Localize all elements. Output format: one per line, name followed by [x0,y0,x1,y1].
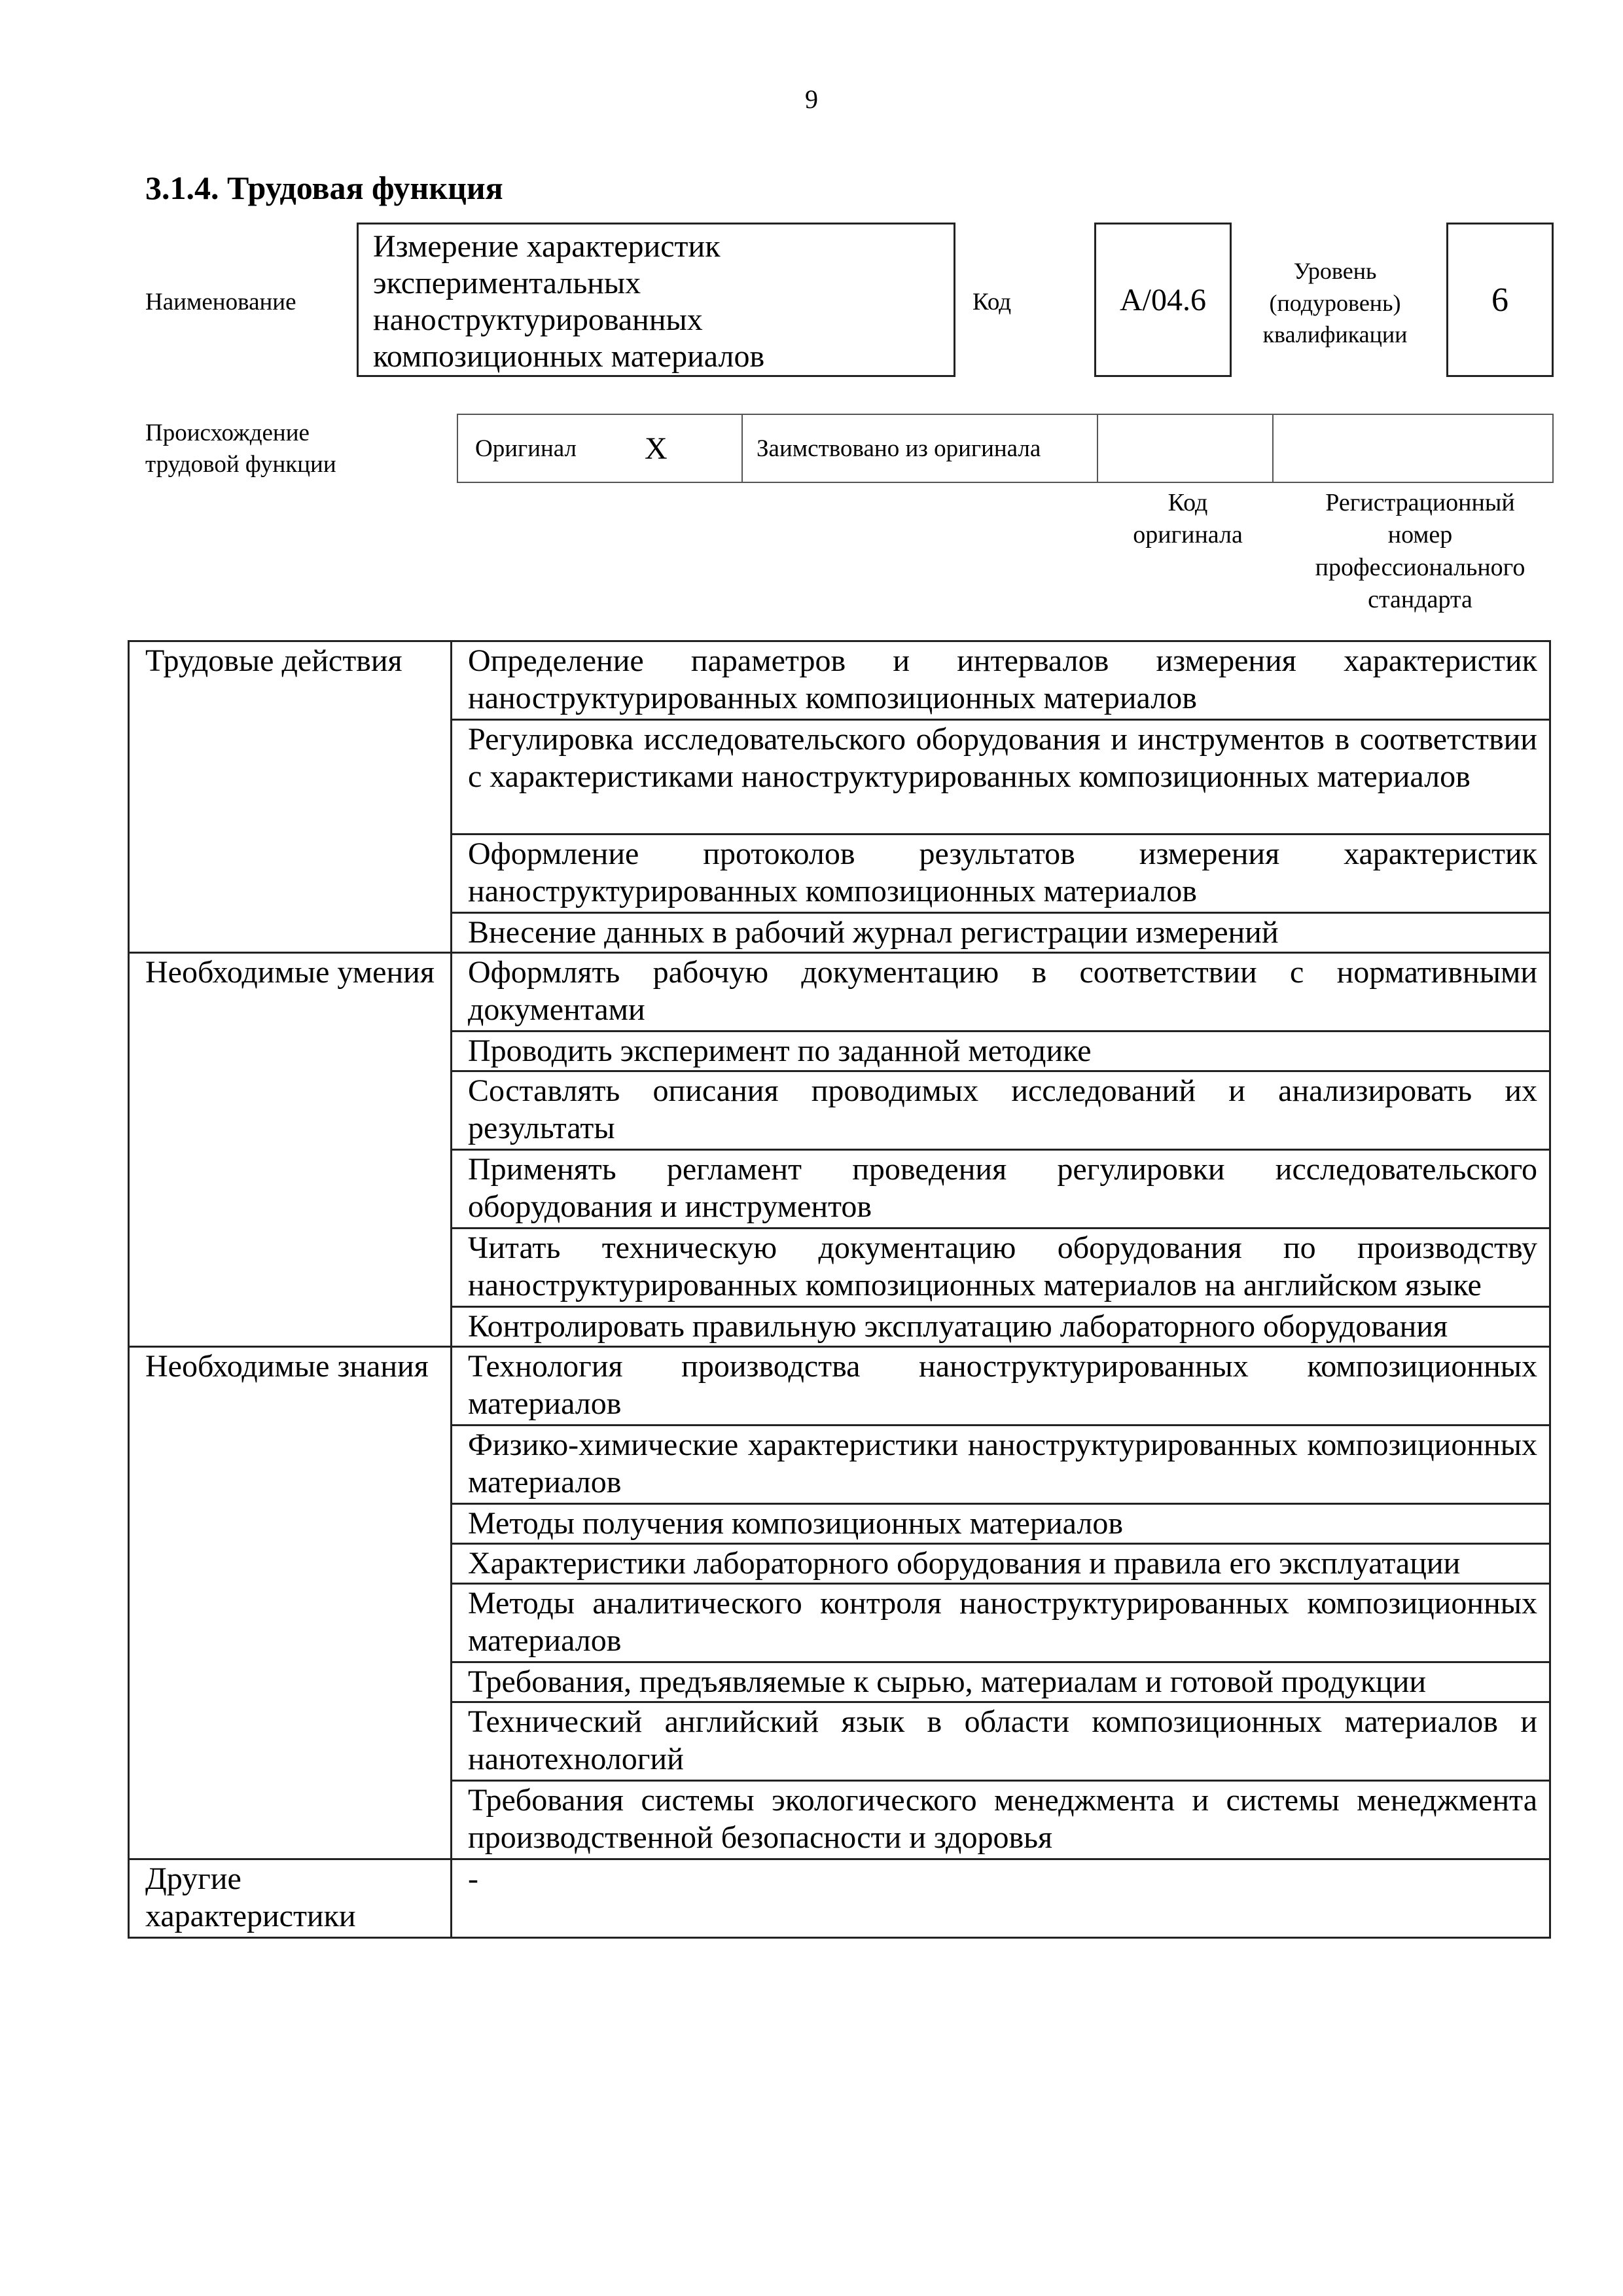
table-cell: Определение параметров и интервалов измерения характеристик наноструктурированных композиционных материалов [452,641,1550,720]
origin-divider [1097,415,1098,482]
table-cell: Требования системы экологического менеджмента и системы менеджмента производственной безопасности и здоровья [452,1781,1550,1859]
origin-label-line: трудовой функции [145,451,336,478]
table-row [129,641,1550,720]
qualification-level-label [1237,255,1433,351]
table-cell: Методы получения композиционных материалов [452,1504,1550,1544]
labor-function-table [128,640,1551,1939]
function-name-line: Измерение характеристик [373,229,721,264]
registration-number-caption [1283,487,1558,617]
table-cell: Применять регламент проведения регулировки исследовательского оборудования и инструментов [452,1150,1550,1229]
original-label: Оригинал [475,435,577,462]
level-value-box [1446,223,1554,377]
name-label: Наименование [145,289,296,315]
table-cell: Характеристики лабораторного оборудования и правила его эксплуатации [452,1544,1550,1584]
level-value: 6 [1491,281,1508,319]
table-cell: Физико-химические характеристики наноструктурированных композиционных материалов [452,1426,1550,1504]
origin-table [457,414,1554,483]
origin-divider [1272,415,1274,482]
function-name-line: наноструктурированных [373,302,703,338]
original-code-caption [1093,487,1283,552]
function-name-box [357,223,955,377]
table-cell: Регулировка исследовательского оборудования и инструментов в соответствии с характеристиками наноструктурированных композиционных материалов [452,720,1550,834]
caption-line: Регистрационный [1325,489,1515,516]
page-number: 9 [805,84,818,114]
table-cell: Составлять описания проводимых исследований и анализировать их результаты [452,1071,1550,1150]
table-cell: Оформление протоколов результатов измерения характеристик наноструктурированных композиционных материалов [452,834,1550,913]
caption-line: Код [1168,489,1208,516]
table-cell: Оформлять рабочую документацию в соответствии с нормативными документами [452,953,1550,1031]
origin-divider [741,415,743,482]
caption-line: стандарта [1368,586,1472,614]
caption-line: оригинала [1133,521,1243,549]
table-cell: Внесение данных в рабочий журнал регистрации измерений [452,913,1550,953]
section-heading: Необходимые знания [129,1347,452,1859]
table-cell: Проводить эксперимент по заданной методике [452,1031,1550,1071]
function-name-line: композиционных материалов [373,339,765,374]
table-cell: Технический английский язык в области композиционных материалов и нанотехнологий [452,1702,1550,1781]
origin-label [145,418,336,480]
table-cell: - [452,1859,1550,1938]
section-heading: Трудовые действия [129,641,452,953]
origin-label-line: Происхождение [145,420,310,446]
code-value-box [1094,223,1232,377]
table-row [129,1347,1550,1426]
table-cell: Читать техническую документацию оборудования по производству наноструктурированных композиционных материалов на английском языке [452,1229,1550,1307]
caption-line: профессионального [1315,553,1525,581]
level-label-line: (подуровень) [1269,289,1401,316]
code-label: Код [972,289,1012,315]
borrowed-label: Заимствовано из оригинала [757,435,1041,462]
level-label-line: квалификации [1262,321,1408,348]
section-title: 3.1.4. Трудовая функция [145,170,503,206]
section-heading: Необходимые умения [129,953,452,1347]
table-row [129,1859,1550,1938]
table-row [129,953,1550,1031]
level-label-line: Уровень [1293,258,1377,284]
table-cell: Контролировать правильную эксплуатацию лабораторного оборудования [452,1307,1550,1347]
table-cell: Технология производства наноструктурированных композиционных материалов [452,1347,1550,1426]
caption-line: номер [1387,521,1453,549]
code-value: A/04.6 [1120,282,1206,317]
table-cell: Требования, предъявляемые к сырью, материалам и готовой продукции [452,1662,1550,1702]
original-mark: X [645,431,668,466]
table-cell: Методы аналитического контроля наноструктурированных композиционных материалов [452,1584,1550,1662]
section-heading: Другие характеристики [129,1859,452,1938]
function-name-line: экспериментальных [373,266,641,301]
